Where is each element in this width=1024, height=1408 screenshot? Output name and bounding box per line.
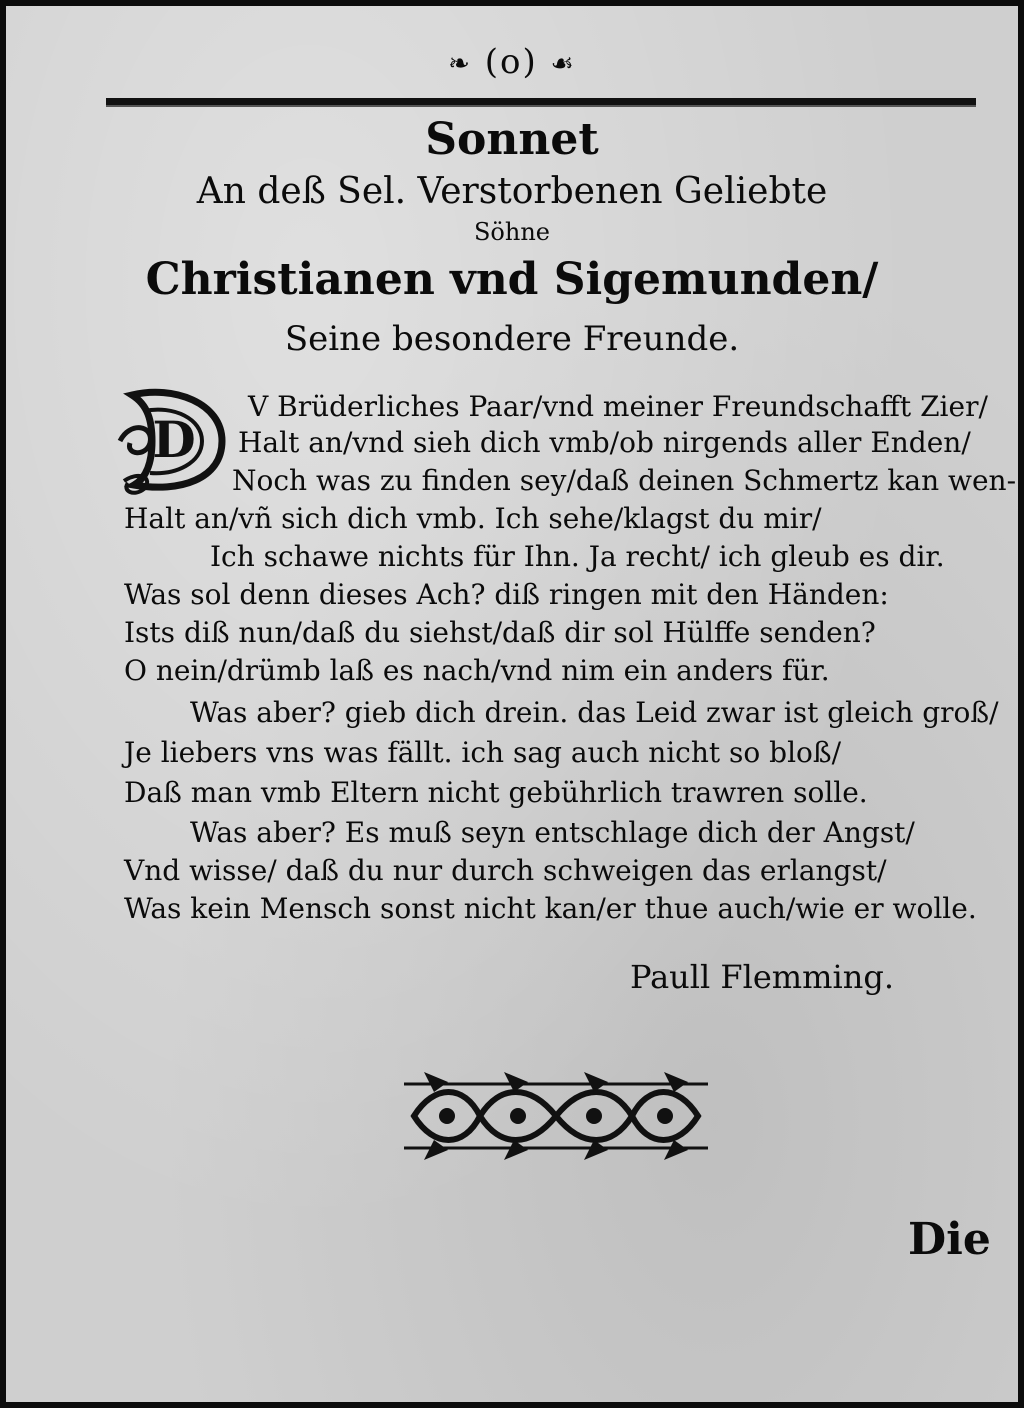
poem-line: Ich schawe nichts für Ihn. Ja recht/ ich gleub es dir. — [210, 540, 945, 573]
ornament-icon — [404, 1064, 708, 1168]
poem-line: Ists diß nun/daß du siehst/daß dir sol Hülffe senden? — [124, 616, 876, 649]
poem-line: Daß man vmb Eltern nicht gebührlich trawren solle. — [124, 776, 868, 809]
page-header — [6, 42, 1018, 82]
dropcap-letter: D — [152, 410, 196, 469]
poem-line: V Brüderliches Paar/vnd meiner Freundschafft Zier/ — [248, 390, 988, 423]
author-signature: Paull Flemming. — [630, 958, 894, 996]
document-page — [6, 6, 1018, 1402]
title-names: Christianen vnd Sigemunden/ — [145, 254, 879, 305]
poem-line: Was aber? gieb dich drein. das Leid zwar ist gleich groß/ — [190, 696, 999, 729]
title-friends: Seine besondere Freunde. — [284, 319, 740, 359]
poem-line: Halt an/vnd sieh dich vmb/ob nirgends aller Enden/ — [238, 426, 971, 459]
poem-line: Was kein Mensch sonst nicht kan/er thue auch/wie er wolle. — [124, 892, 977, 925]
title-sonnet: Sonnet — [425, 114, 599, 165]
title-dedication: An deß Sel. Verstorbenen Geliebte — [196, 171, 828, 212]
dropcap-d — [114, 381, 232, 499]
catchword: Die — [908, 1214, 991, 1265]
header-rule — [106, 98, 976, 105]
page-number: (o) — [484, 42, 538, 82]
poem-line: Vnd wisse/ daß du nur durch schweigen das erlangst/ — [124, 854, 887, 887]
poem-line: Was aber? Es muß seyn entschlage dich der Angst/ — [190, 816, 915, 849]
poem-line: Je liebers vns was fällt. ich sag auch nicht so bloß/ — [124, 736, 842, 769]
poem-line: O nein/drümb laß es nach/vnd nim ein anders für. — [124, 654, 830, 687]
poem-line: Was sol denn dieses Ach? diß ringen mit den Händen: — [124, 578, 889, 611]
poem-line: Halt an/vñ sich dich vmb. Ich sehe/klagst du mir/ — [124, 502, 822, 535]
poem-line: Noch was zu finden sey/daß deinen Schmertz kan wen- — [232, 464, 1017, 497]
right-fleuron-icon: ☙ — [550, 49, 576, 79]
left-fleuron-icon: ❧ — [448, 49, 472, 79]
title-sons: Söhne — [473, 218, 550, 246]
